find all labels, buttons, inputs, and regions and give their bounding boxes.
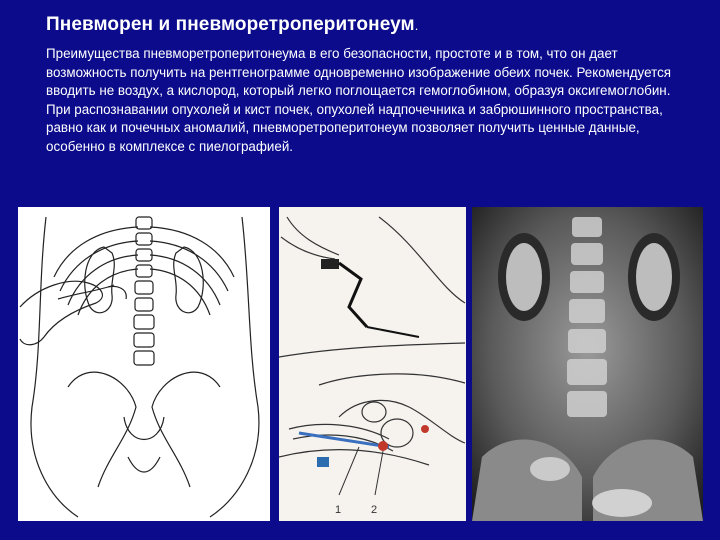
procedure-illustration xyxy=(279,207,466,521)
anatomy-illustration xyxy=(18,207,270,521)
title-period: . xyxy=(414,18,419,33)
title-text: Пневморен и пневморетроперитонеум xyxy=(46,14,415,35)
procedure-drawing xyxy=(279,207,466,521)
slide-title xyxy=(46,14,686,36)
anatomy-drawing xyxy=(18,207,270,521)
xray-image xyxy=(472,207,703,521)
figure-label-2: 2 xyxy=(371,504,378,516)
xray-drawing xyxy=(472,207,703,521)
figure-label-1: 1 xyxy=(335,504,342,516)
slide-body-text: Преимущества пневморетроперитонеума в его безопасности, простоте и в том, что он дает возможность получить на рентгенограмме одновременно изображение обеих почек. Рекомендуется вводить не воздух, а кислород, который легко поглощается гемоглобином, образуя оксигемоглобин. При распознавании опухолей и кист почек, опухолей надпочечника и забрюшинного пространства, равно как и почечных аномалий, пневморетроперитонеум позволяет получить ценные данные, особенно в комплексе с пиелографией. xyxy=(46,46,672,154)
